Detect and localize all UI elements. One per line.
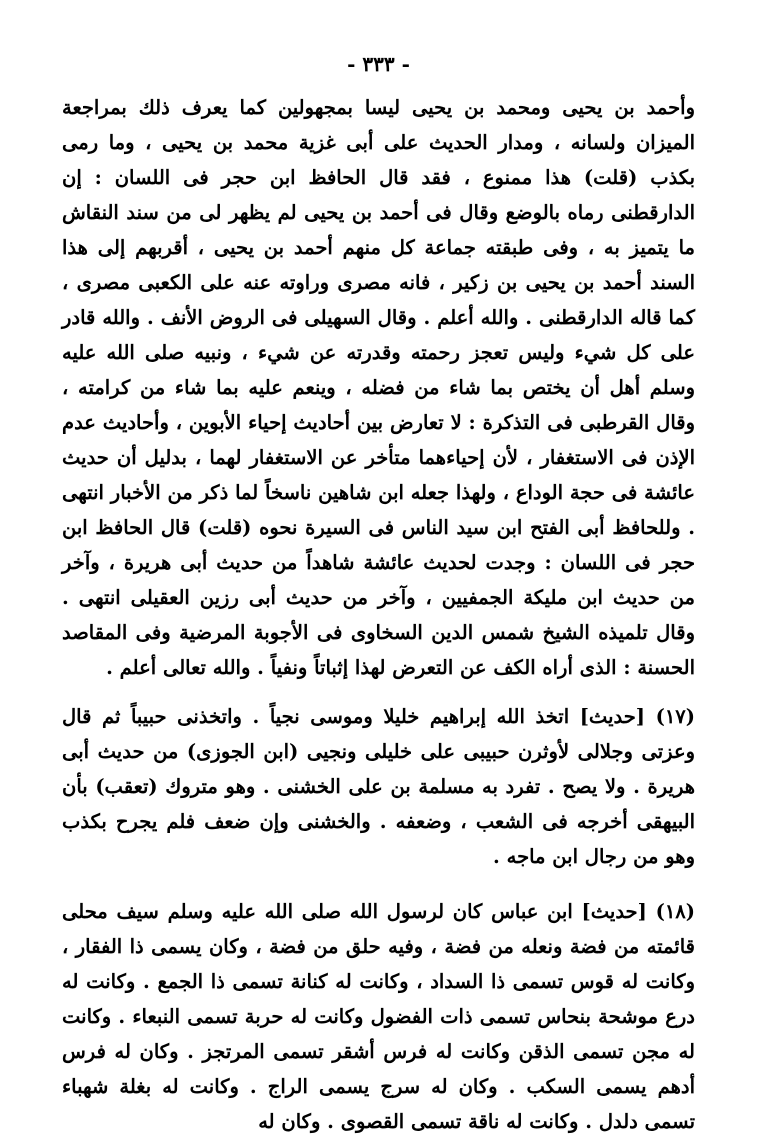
paragraph-hadith-17: (١٧) [حديث] اتخذ الله إبراهيم خليلا وموسى نجياً . واتخذنى حبيباً ثم قال وعزتى وجلالى لأوثرن حبيبى على خليلى ونجيى (ابن الجوزى) من حديث أبى هريرة . ولا يصح . تفرد به مسلمة بن على الخشنى . وهو متروك (تعقب) بأن البيهقى أخرجه فى الشعب ، وضعفه . والخشنى وإن ضعف فلم يجرح بكذب وهو من رجال ابن ماجه . [62,705,695,868]
page-number: - ٣٣٣ - [347,52,410,76]
paragraph-commentary: وأحمد بن يحيى ومحمد بن يحيى ليسا بمجهولين كما يعرف ذلك بمراجعة الميزان ولسانه ، ومدار الحديث على أبى غزية محمد بن يحيى ، وما رمى بكذب (قلت) هذا ممنوع ، فقد قال الحافظ ابن حجر فى اللسان : إن الدارقطنى رماه بالوضع وقال فى أحمد بن يحيى لم يظهر لى من سند النقاش ما يتميز به ، وفى طبقته جماعة كل منهم أحمد بن يحيى ، أقربهم إلى هذا السند أحمد بن يحيى بن زكير ، فانه مصرى وراوته عنه على الكعبى مصرى ، كما قاله الدارقطنى . والله أعلم . وقال السهيلى فى الروض الأنف . والله قادر على كل شيء وليس تعجز رحمته وقدرته عن شيء ، ونبيه صلى الله عليه وسلم أهل أن يختص بما شاء من فضله ، وينعم عليه بما شاء من كرامته ، وقال القرطبى فى التذكرة : لا تعارض بين أحاديث إحياء الأبوين ، وأحاديث عدم الإذن فى الاستغفار ، لأن إحياءهما متأخر عن الاستغفار لهما ، بدليل أن حديث عائشة فى حجة الوداع ، ولهذا جعله ابن شاهين ناسخاً لما ذكر من الأخبار انتهى . وللحافظ أبى الفتح ابن سيد الناس فى السيرة نحوه (قلت) قال الحافظ ابن حجر فى اللسان : وجدت لحديث عائشة شاهداً من حديث أبى هريرة ، وآخر من حديث ابن مليكة الجمفيين ، وآخر من حديث أبى رزين العقيلى انتهى . وقال تلميذه الشيخ شمس الدين السخاوى فى الأجوبة المرضية وفى المقاصد الحسنة : الذى أراه الكف عن التعرض لهذا إثباتاً ونفياً . والله تعالى أعلم . [62,96,695,679]
paragraph-hadith-18: (١٨) [حديث] ابن عباس كان لرسول الله صلى الله عليه وسلم سيف محلى قائمته من فضة ونعله من فضة ، وفيه حلق من فضة ، وكان يسمى ذا الفقار ، وكانت له قوس تسمى ذا السداد ، وكانت له كنانة تسمى ذا الجمع . وكانت له درع موشحة بنحاس تسمى ذات الفضول وكانت له حربة تسمى النبعاء . وكانت له مجن تسمى الذقن وكانت له فرس أشقر تسمى المرتجز . وكان له فرس أدهم يسمى السكب . وكان له سرج يسمى الراج . وكانت له بغلة شهباء تسمى دلدل . وكانت له ناقة تسمى القصوى . وكان له [62,900,695,1133]
